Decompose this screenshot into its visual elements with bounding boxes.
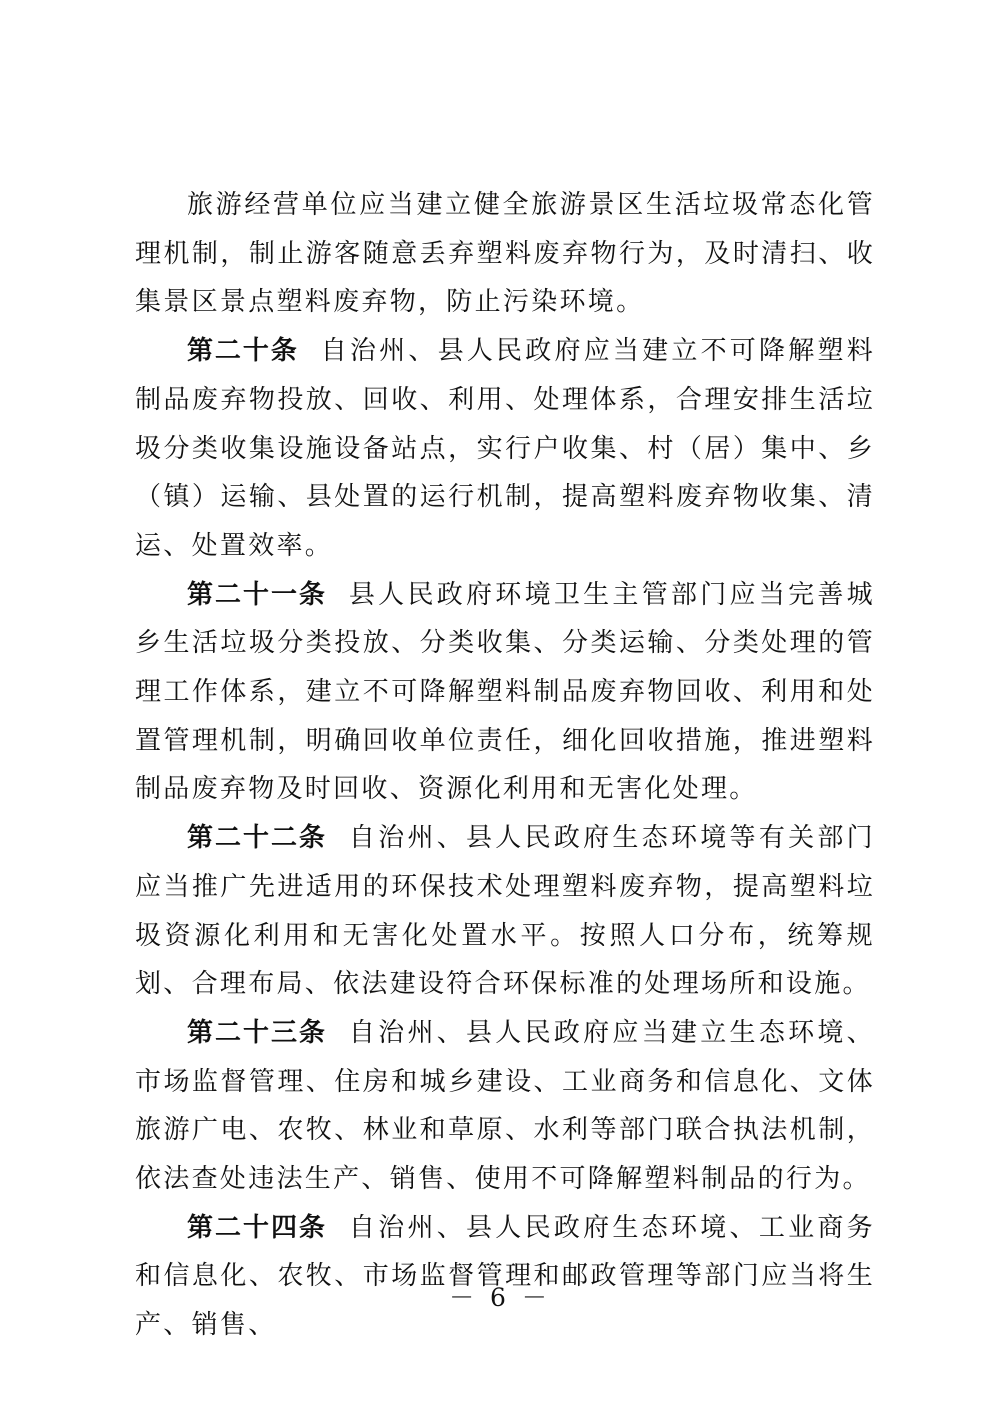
paragraph-text: 旅游经营单位应当建立健全旅游景区生活垃圾常态化管理机制，制止游客随意丢弃塑料废弃物行为，及时清扫、收集景区景点塑料废弃物，防止污染环境。 (135, 190, 875, 318)
paragraph-text: 自治州、县人民政府应当建立生态环境、市场监督管理、住房和城乡建设、工业商务和信息化、文体旅游广电、农牧、林业和草原、水利等部门联合执法机制，依法查处违法生产、销售、使用不可降解塑料制品的行为。 (135, 1017, 875, 1195)
paragraph-text: 自治州、县人民政府生态环境、工业商务和信息化、农牧、市场监督管理和邮政管理等部门应当将生产、销售、 (135, 1212, 875, 1341)
paragraph-text: 自治州、县人民政府应当建立不可降解塑料制品废弃物投放、回收、利用、处理体系，合理安排生活垃圾分类收集设施设备站点，实行户收集、村（居）集中、乡（镇）运输、县处置的运行机制，提高塑料废弃物收集、清运、处置效率。 (135, 336, 875, 561)
page-number: － 6 － (449, 1283, 551, 1312)
paragraph-article-21 (135, 571, 875, 815)
paragraph-text: 自治州、县人民政府生态环境等有关部门应当推广先进适用的环保技术处理塑料废弃物，提高塑料垃圾资源化利用和无害化处置水平。按照人口分布，统筹规划、合理布局、依法建设符合环保标准的处理场所和设施。 (135, 823, 875, 1000)
paragraph-article-24 (135, 1204, 875, 1350)
article-heading: 第二十四条 (187, 1212, 327, 1243)
article-heading: 第二十条 (187, 336, 299, 367)
paragraph-text: 县人民政府环境卫生主管部门应当完善城乡生活垃圾分类投放、分类收集、分类运输、分类处理的管理工作体系，建立不可降解塑料制品废弃物回收、利用和处置管理机制，明确回收单位责任，细化回收措施，推进塑料制品废弃物及时回收、资源化利用和无害化处理。 (135, 579, 875, 805)
article-heading: 第二十二条 (187, 823, 327, 854)
article-heading: 第二十一条 (187, 579, 327, 610)
paragraph-article-20 (135, 327, 875, 571)
paragraph-article-22 (135, 814, 875, 1009)
article-heading: 第二十三条 (187, 1017, 327, 1048)
document-body (135, 181, 875, 1350)
paragraph (135, 181, 875, 327)
paragraph-article-23 (135, 1009, 875, 1204)
